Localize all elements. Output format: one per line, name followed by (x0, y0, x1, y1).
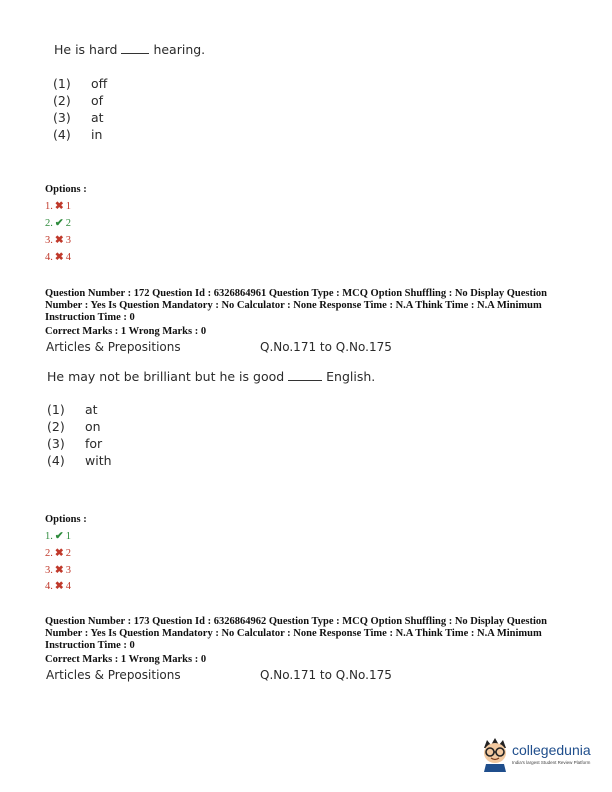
marks-info: Correct Marks : 1 Wrong Marks : 0 (45, 654, 207, 665)
section-title: Articles & Prepositions (46, 340, 181, 354)
question-text-start: He may not be brilliant but he is good (47, 369, 285, 384)
options-label: Options : (45, 184, 87, 195)
answer-option-2: 2. ✔ 2 (45, 218, 71, 229)
answer-option-4: 4. ✖ 4 (45, 581, 71, 592)
marks-info: Correct Marks : 1 Wrong Marks : 0 (45, 326, 207, 337)
question-text-start: He is hard (54, 42, 118, 57)
choice-1: (1) at (47, 402, 98, 417)
answer-option-3: 3. ✖ 3 (45, 565, 71, 576)
choice-4: (4) in (53, 127, 103, 142)
answer-option-1: 1. ✔ 1 (45, 531, 71, 542)
question-meta: Question Number : 172 Question Id : 6326864961 Question Type : MCQ Option Shuffling : No Display Question Number : Yes Is Question Mandatory : No Calculator : None Response Time : N.A Think Time : N.A Minimum Instruction Time : 0 (45, 288, 548, 323)
choice-3: (3) for (47, 436, 103, 451)
question-172-text (47, 369, 375, 384)
brand-name: collegedunia (512, 742, 591, 758)
options-label: Options : (45, 514, 87, 525)
question-meta: Question Number : 173 Question Id : 6326864962 Question Type : MCQ Option Shuffling : No Display Question Number : Yes Is Question Mandatory : No Calculator : None Response Time : N.A Think Time : N.A Minimum Instruction Time : 0 (45, 616, 548, 651)
choice-1: (1) off (53, 76, 108, 91)
choice-2: (2) on (47, 419, 101, 434)
answer-option-4: 4. ✖ 4 (45, 252, 71, 263)
section-title: Articles & Prepositions (46, 668, 181, 682)
cross-icon: ✖ (54, 565, 64, 576)
cross-icon: ✖ (54, 201, 64, 212)
question-171-text (54, 42, 205, 57)
answer-blank (121, 42, 149, 54)
question-range: Q.No.171 to Q.No.175 (260, 668, 392, 682)
choice-2: (2) of (53, 93, 104, 108)
choice-3: (3) at (53, 110, 104, 125)
question-text-end: English. (326, 369, 376, 384)
answer-option-3: 3. ✖ 3 (45, 235, 71, 246)
choice-4: (4) with (47, 453, 112, 468)
check-icon: ✔ (54, 218, 64, 229)
answer-option-2: 2. ✖ 2 (45, 548, 71, 559)
cross-icon: ✖ (54, 581, 64, 592)
cross-icon: ✖ (54, 548, 64, 559)
brand-tagline: India's largest Student Review Platform (512, 760, 591, 765)
check-icon: ✔ (54, 531, 64, 542)
answer-option-1: 1. ✖ 1 (45, 201, 71, 212)
question-text-end: hearing. (153, 42, 206, 57)
question-range: Q.No.171 to Q.No.175 (260, 340, 392, 354)
answer-blank (288, 369, 322, 381)
cross-icon: ✖ (54, 252, 64, 263)
mascot-icon (478, 736, 512, 772)
collegedunia-logo (478, 736, 606, 774)
cross-icon: ✖ (54, 235, 64, 246)
